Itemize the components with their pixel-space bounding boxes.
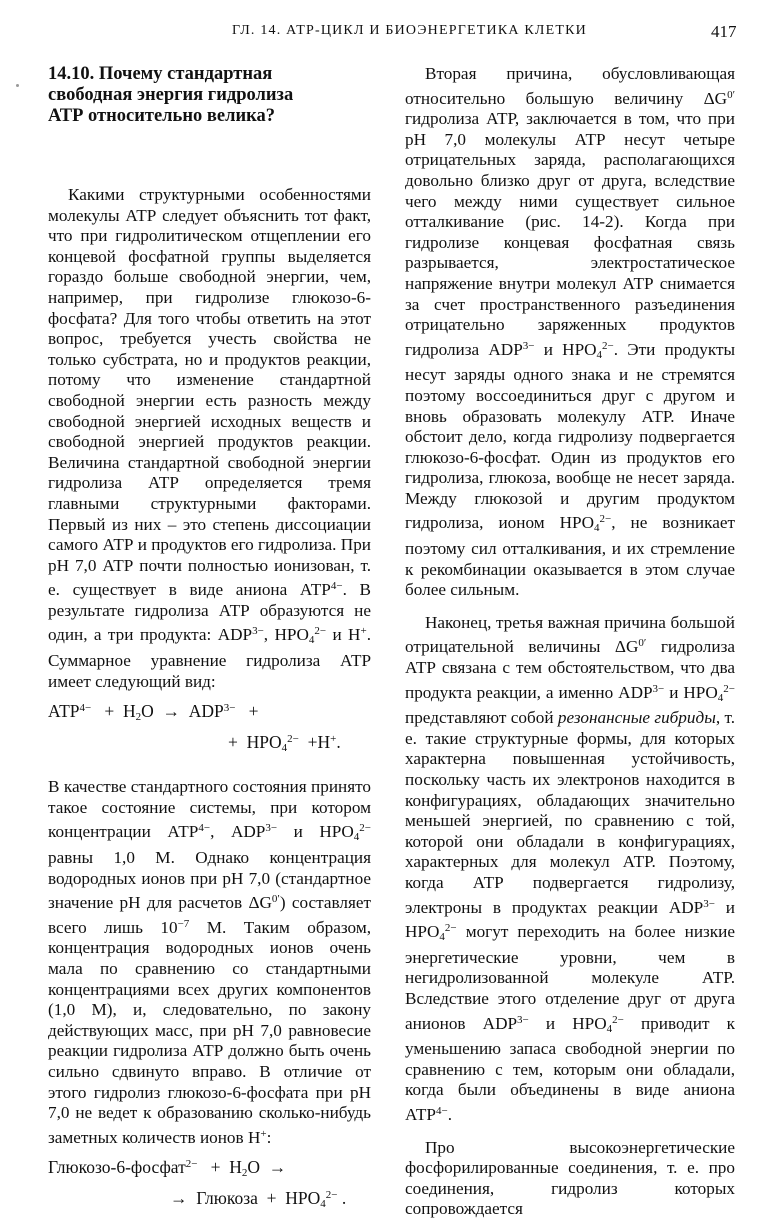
margin-speck (16, 84, 19, 87)
section-title: 14.10. Почему стандартная свободная энергия гидролиза АТР относительно велика? (48, 64, 294, 126)
paragraph-4: Наконец, третья важная причина большой отрицательной величины $\Delta G^{0'}$ гидролиза АТР связана с тем обстоятельством, что два продукта реакции, а именно $ADP^{3-}$ и $HPO_4^{2-}$ представляют собой резонансные гибриды, т. е. такие структурные формы, для которых характерна повышенная устойчивость, поскольку часть их электронов находится в конфигурациях, обладающих значительно меньшей энергией, по сравнению с той, которой они обладали в конфигурациях, характерных для молекул АТР. Поэтому, когда АТР подвергается гидролизу, электроны в продуктах реакции $ADP^{3-}$ и $HPO_4^{2-}$ могут переходить на более низкие энергетические уровни, чем в негидролизованной молекуле АТР. Вследствие этого отделение друг от друга анионов $ADP^{3-}$ и $HPO_4^{2-}$ приводит к уменьшению запаса свободной энергии по сравнению с тем, которым они обладали, когда были объединены в виде аниона $АТР^{4-}$. (405, 612, 736, 1124)
equation-glucose-6-phosphate-hydrolysis: Глюкозо-6-фосфат$^{2-}$ + $H_2O$ → → Глюкоза + $HPO_4^{2-}$ . (48, 1157, 347, 1211)
paragraph-1: Какими структурными особенностями молекулы АТР следует объяснить тот факт, что при гидролитическом отщеплении его концевой фосфатной группы выделяется гораздо больше свободной энергии, чем, например, при гидролизе глюкозо-6-фосфата? Для того чтобы ответить на этот вопрос, требуется учесть свойства не только субстрата, но и продуктов реакции, потому что изменение стандартной свободной энергии есть разность между свободной энергией исходных веществ и свободной энергией продуктов реакции. Величина стандартной свободной энергии гидролиза АТР определяется тремя главными структурными факторами. Первый из них – это степень диссоциации самого АТР и продуктов его гидролиза. При рН 7,0 АТР почти полностью ионизован, т. е. существует в виде аниона $АТР^{4-}$. В результате гидролиза АТР образуются не один, а три продукта: $ADP^{3-}$, $HPO_4^{2-}$ и H+. Суммарное уравнение гидролиза АТР имеет следующий вид: (48, 185, 372, 691)
right-column (405, 64, 735, 1220)
equation-atp-hydrolysis: $АТР^{4-}$ + $H_2O \to ADP^{3-}$ + + $HPO_4^{2-} +H^+$. (48, 701, 341, 755)
running-head (0, 0, 782, 50)
paragraph-3: Вторая причина, обусловливающая относительно большую величину $\Delta G^{0'}$ гидролиза АТР, заключается в том, что при рН 7,0 молекулы АТР несут четыре отрицательных заряда, располагающихся довольно близко друг от друга, вследствие чего между ними существует сильное отталкивание (рис. 14-2). Когда при гидролизе концевая фосфатная связь разрывается, электростатическое напряжение внутри молекул АТР снимается за счет пространственного разъединения отрицательно заряженных продуктов гидролиза $ADP^{3-}$ и $HPO_4^{2-}$. Эти продукты несут заряды одного знака и не стремятся поэтому воссоединиться друг с другом и вновь образовать молекулу АТР. Иначе обстоит дело, когда гидролизу подвергается глюкозо-6-фосфат. Один из продуктов его гидролиза, глюкоза, вообще не несет заряда. Между глюкозой и другим продуктом гидролиза, ионом $HPO_4^{2-}$, не возникает поэтому сил отталкивания, и их стремление к рекомбинации оказывается в этом случае более сильным. (405, 64, 735, 600)
paragraph-5: Про высокоэнергетические фосфорилированные соединения, т. е. про соединения, гидролиз которых сопровождается (405, 1137, 735, 1219)
left-column (48, 64, 371, 1215)
page-number: 417 (711, 22, 737, 41)
paragraph-2: В качестве стандартного состояния принято такое состояние системы, при котором концентрации $АТР^{4-}$, $ADP^{3-}$ и $HPO_4^{2-}$ равны 1,0 М. Однако концентрация водородных ионов при рН 7,0 (стандартное значение рН для расчетов $\Delta G^{0'}$) составляет всего лишь $10^{-7}$ М. Таким образом, концентрация водородных ионов очень мала по сравнению со стандартными концентрациями всех других компонентов (1,0 М), и, следовательно, по закону действующих масс, при рН 7,0 равновесие реакции гидролиза АТР должно быть очень сильно сдвинуто вправо. В отличие от этого гидролиз глюкозо-6-фосфата при рН 7,0 не ведет к образованию сколько-нибудь заметных количеств ионов H+: (48, 777, 371, 1147)
running-title: ГЛ. 14. АТР-ЦИКЛ И БИОЭНЕРГЕТИКА КЛЕТКИ (232, 23, 587, 38)
